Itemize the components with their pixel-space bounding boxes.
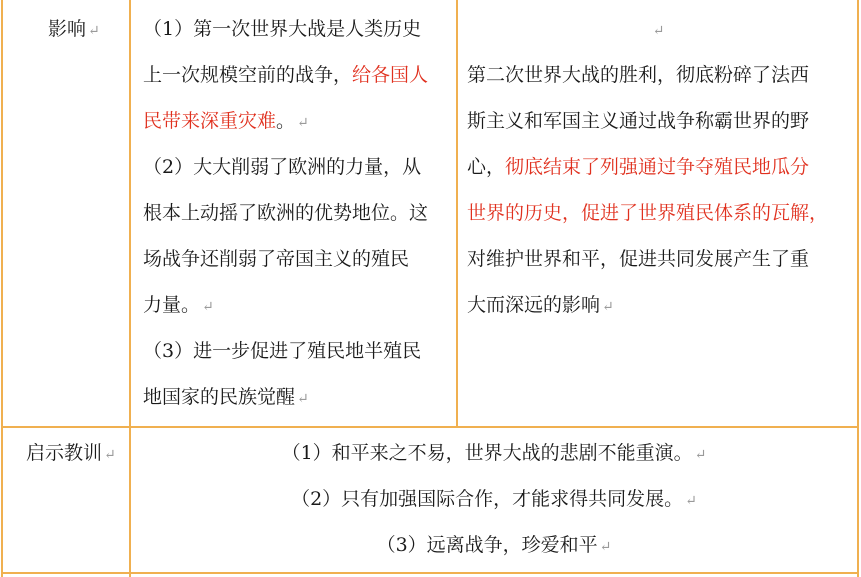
paragraph-mark: ↵ (602, 299, 614, 315)
paragraph-mark: ↵ (202, 299, 214, 315)
text-line (467, 52, 855, 98)
paragraph-mark: ↵ (104, 447, 116, 463)
text-run: （1）和平来之不易，世界大战的悲剧不能重演。 (281, 442, 693, 464)
lesson-item (131, 430, 857, 476)
text-run: 根本上动摇了欧洲的优势地位。这 (143, 202, 429, 224)
row-label-lessons (26, 430, 116, 478)
paragraph-mark: ↵ (685, 493, 697, 509)
lesson-item (131, 522, 857, 568)
table-border-right (857, 0, 859, 577)
text-line (143, 52, 455, 98)
impact-ww2-cell (467, 52, 855, 328)
highlight-text: 民带来深重灾难 (143, 110, 277, 132)
text-run: 。 (276, 110, 296, 132)
text-line (467, 144, 855, 190)
highlight-text: 给各国人 (352, 64, 429, 86)
impact-ww1-cell (143, 6, 455, 420)
text-run: （2）大大削弱了欧洲的力量，从 (143, 156, 422, 178)
row-label-impact (48, 6, 100, 54)
text-run: 力量。 (143, 294, 201, 316)
text-run: 第二次世界大战的胜利，彻底粉碎了法西 (467, 64, 810, 86)
text-run: 上一次规模空前的战争， (143, 64, 353, 86)
text-line (143, 374, 455, 420)
paragraph-mark: ↵ (88, 23, 100, 39)
text-line (467, 282, 855, 328)
paragraph-mark: ↵ (297, 115, 309, 131)
table-border-row (1, 426, 859, 428)
text-line (143, 328, 455, 374)
lesson-item (131, 476, 857, 522)
text-run: 斯主义和军国主义通过战争称霸世界的野 (467, 110, 810, 132)
row-label-impact-text: 影响 (48, 18, 87, 40)
text-line (143, 6, 455, 52)
table-border-col2 (456, 0, 458, 427)
text-line (143, 236, 455, 282)
empty-paragraph (458, 6, 857, 54)
text-run: （3）远离战争，珍爱和平 (376, 534, 598, 556)
table-border-bottom (1, 572, 859, 574)
paragraph-mark: ↵ (297, 391, 309, 407)
text-line (143, 190, 455, 236)
paragraph-mark: ↵ (599, 539, 612, 555)
row-label-lessons-text: 启示教训 (26, 442, 103, 464)
text-line (467, 190, 855, 236)
text-line (143, 282, 455, 328)
text-run: 心， (467, 156, 506, 178)
highlight-text: 世界的历史，促进了世界殖民体系的瓦解， (467, 202, 829, 224)
table-border-left (1, 0, 3, 577)
text-run: 地国家的民族觉醒 (143, 386, 296, 408)
text-run: 场战争还削弱了帝国主义的殖民 (143, 248, 410, 270)
text-line (143, 144, 455, 190)
text-run: （1）第一次世界大战是人类历史 (143, 18, 422, 40)
text-run: （3）进一步促进了殖民地半殖民 (143, 340, 422, 362)
text-line (467, 98, 855, 144)
text-line (143, 98, 455, 144)
paragraph-mark: ↵ (652, 23, 665, 39)
text-run: （2）只有加强国际合作，才能求得共同发展。 (291, 488, 684, 510)
highlight-text: 彻底结束了列强通过争夺殖民地瓜分 (505, 156, 810, 178)
text-run: 大而深远的影响 (467, 294, 601, 316)
paragraph-mark: ↵ (694, 447, 707, 463)
text-run: 对维护世界和平，促进共同发展产生了重 (467, 248, 810, 270)
text-line (467, 236, 855, 282)
lessons-cell (131, 430, 857, 568)
